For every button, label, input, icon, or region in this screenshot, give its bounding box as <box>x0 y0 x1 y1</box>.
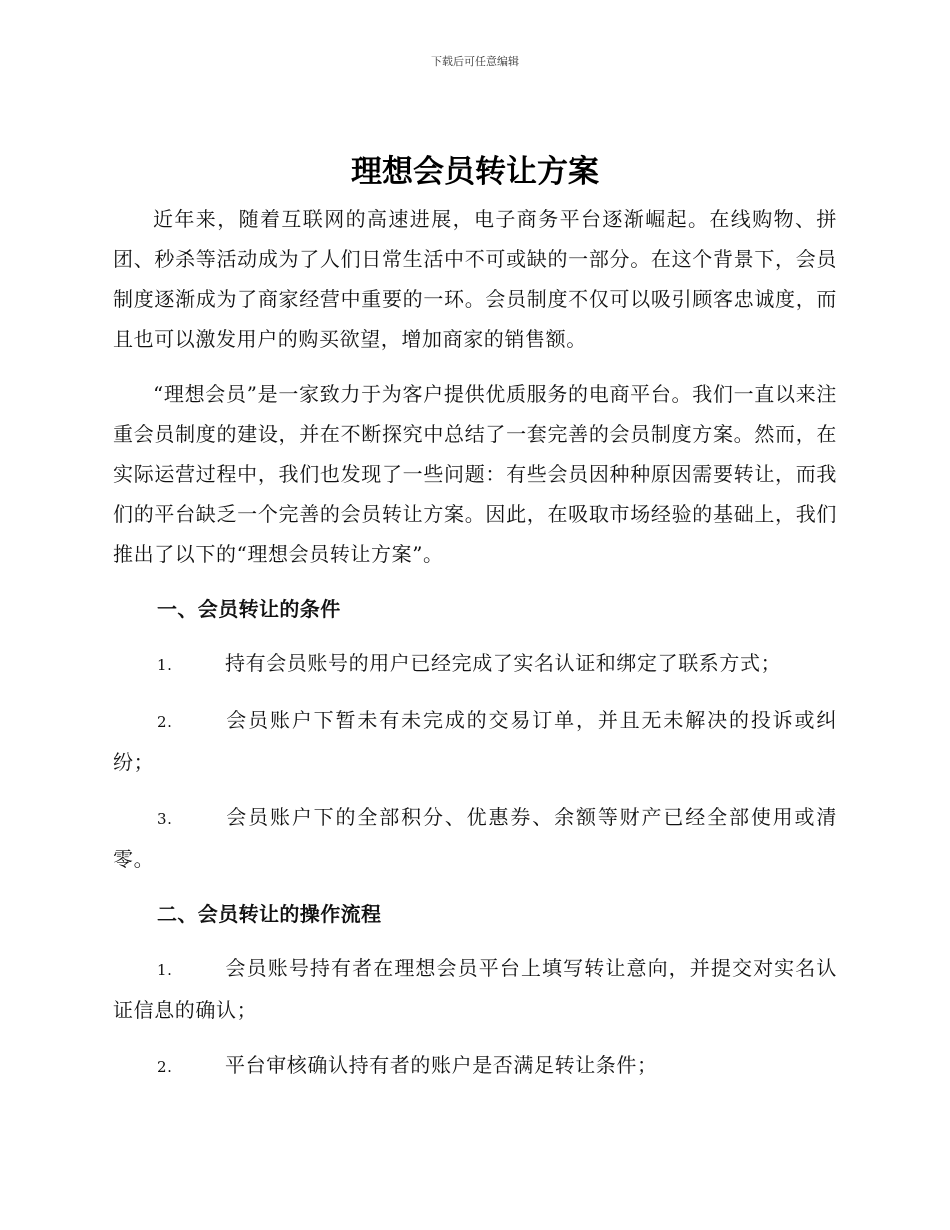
list-item <box>113 643 837 685</box>
list-item-text: 会员账号持有者在理想会员平台上填写转让意向，并提交对实名认证信息的确认； <box>113 956 837 1022</box>
list-item-text: 会员账户下暂未有未完成的交易订单，并且无未解决的投诉或纠纷； <box>113 708 837 774</box>
list-item-text: 平台审核确认持有者的账户是否满足转让条件； <box>225 1053 658 1077</box>
intro-paragraph: 近年来，随着互联网的高速进展，电子商务平台逐渐崛起。在线购物、拼团、秒杀等活动成为了人们日常生活中不可或缺的一部分。在这个背景下，会员制度逐渐成为了商家经营中重要的一环。会员制度不仅可以吸引顾客忠诚度，而且也可以激发用户的购买欲望，增加商家的销售额。 <box>113 207 837 351</box>
document-body <box>113 199 837 1102</box>
list-number: 1. <box>157 656 173 674</box>
list-number: 3. <box>157 810 173 828</box>
list-number: 1. <box>157 961 173 979</box>
header-note: 下载后可任意编辑 <box>431 55 519 68</box>
section-heading-process: 二、会员转让的操作流程 <box>157 902 382 926</box>
list-item <box>113 797 837 879</box>
list-item <box>113 1045 837 1087</box>
list-item-text: 会员账户下的全部积分、优惠券、余额等财产已经全部使用或清零。 <box>113 805 837 871</box>
document-title: 理想会员转让方案 <box>351 154 599 190</box>
list-number: 2. <box>157 1058 173 1076</box>
background-paragraph: “理想会员”是一家致力于为客户提供优质服务的电商平台。我们一直以来注重会员制度的建设，并在不断探究中总结了一套完善的会员制度方案。然而，在实际运营过程中，我们也发现了一些问题：有些会员因种种原因需要转让，而我们的平台缺乏一个完善的会员转让方案。因此，在吸取市场经验的基础上，我们推出了以下的“理想会员转让方案”。 <box>113 382 837 566</box>
list-item <box>113 700 837 782</box>
list-number: 2. <box>157 713 173 731</box>
section-heading-conditions: 一、会员转让的条件 <box>157 597 341 621</box>
list-item <box>113 948 837 1030</box>
list-item-text: 持有会员账号的用户已经完成了实名认证和绑定了联系方式； <box>225 651 782 675</box>
